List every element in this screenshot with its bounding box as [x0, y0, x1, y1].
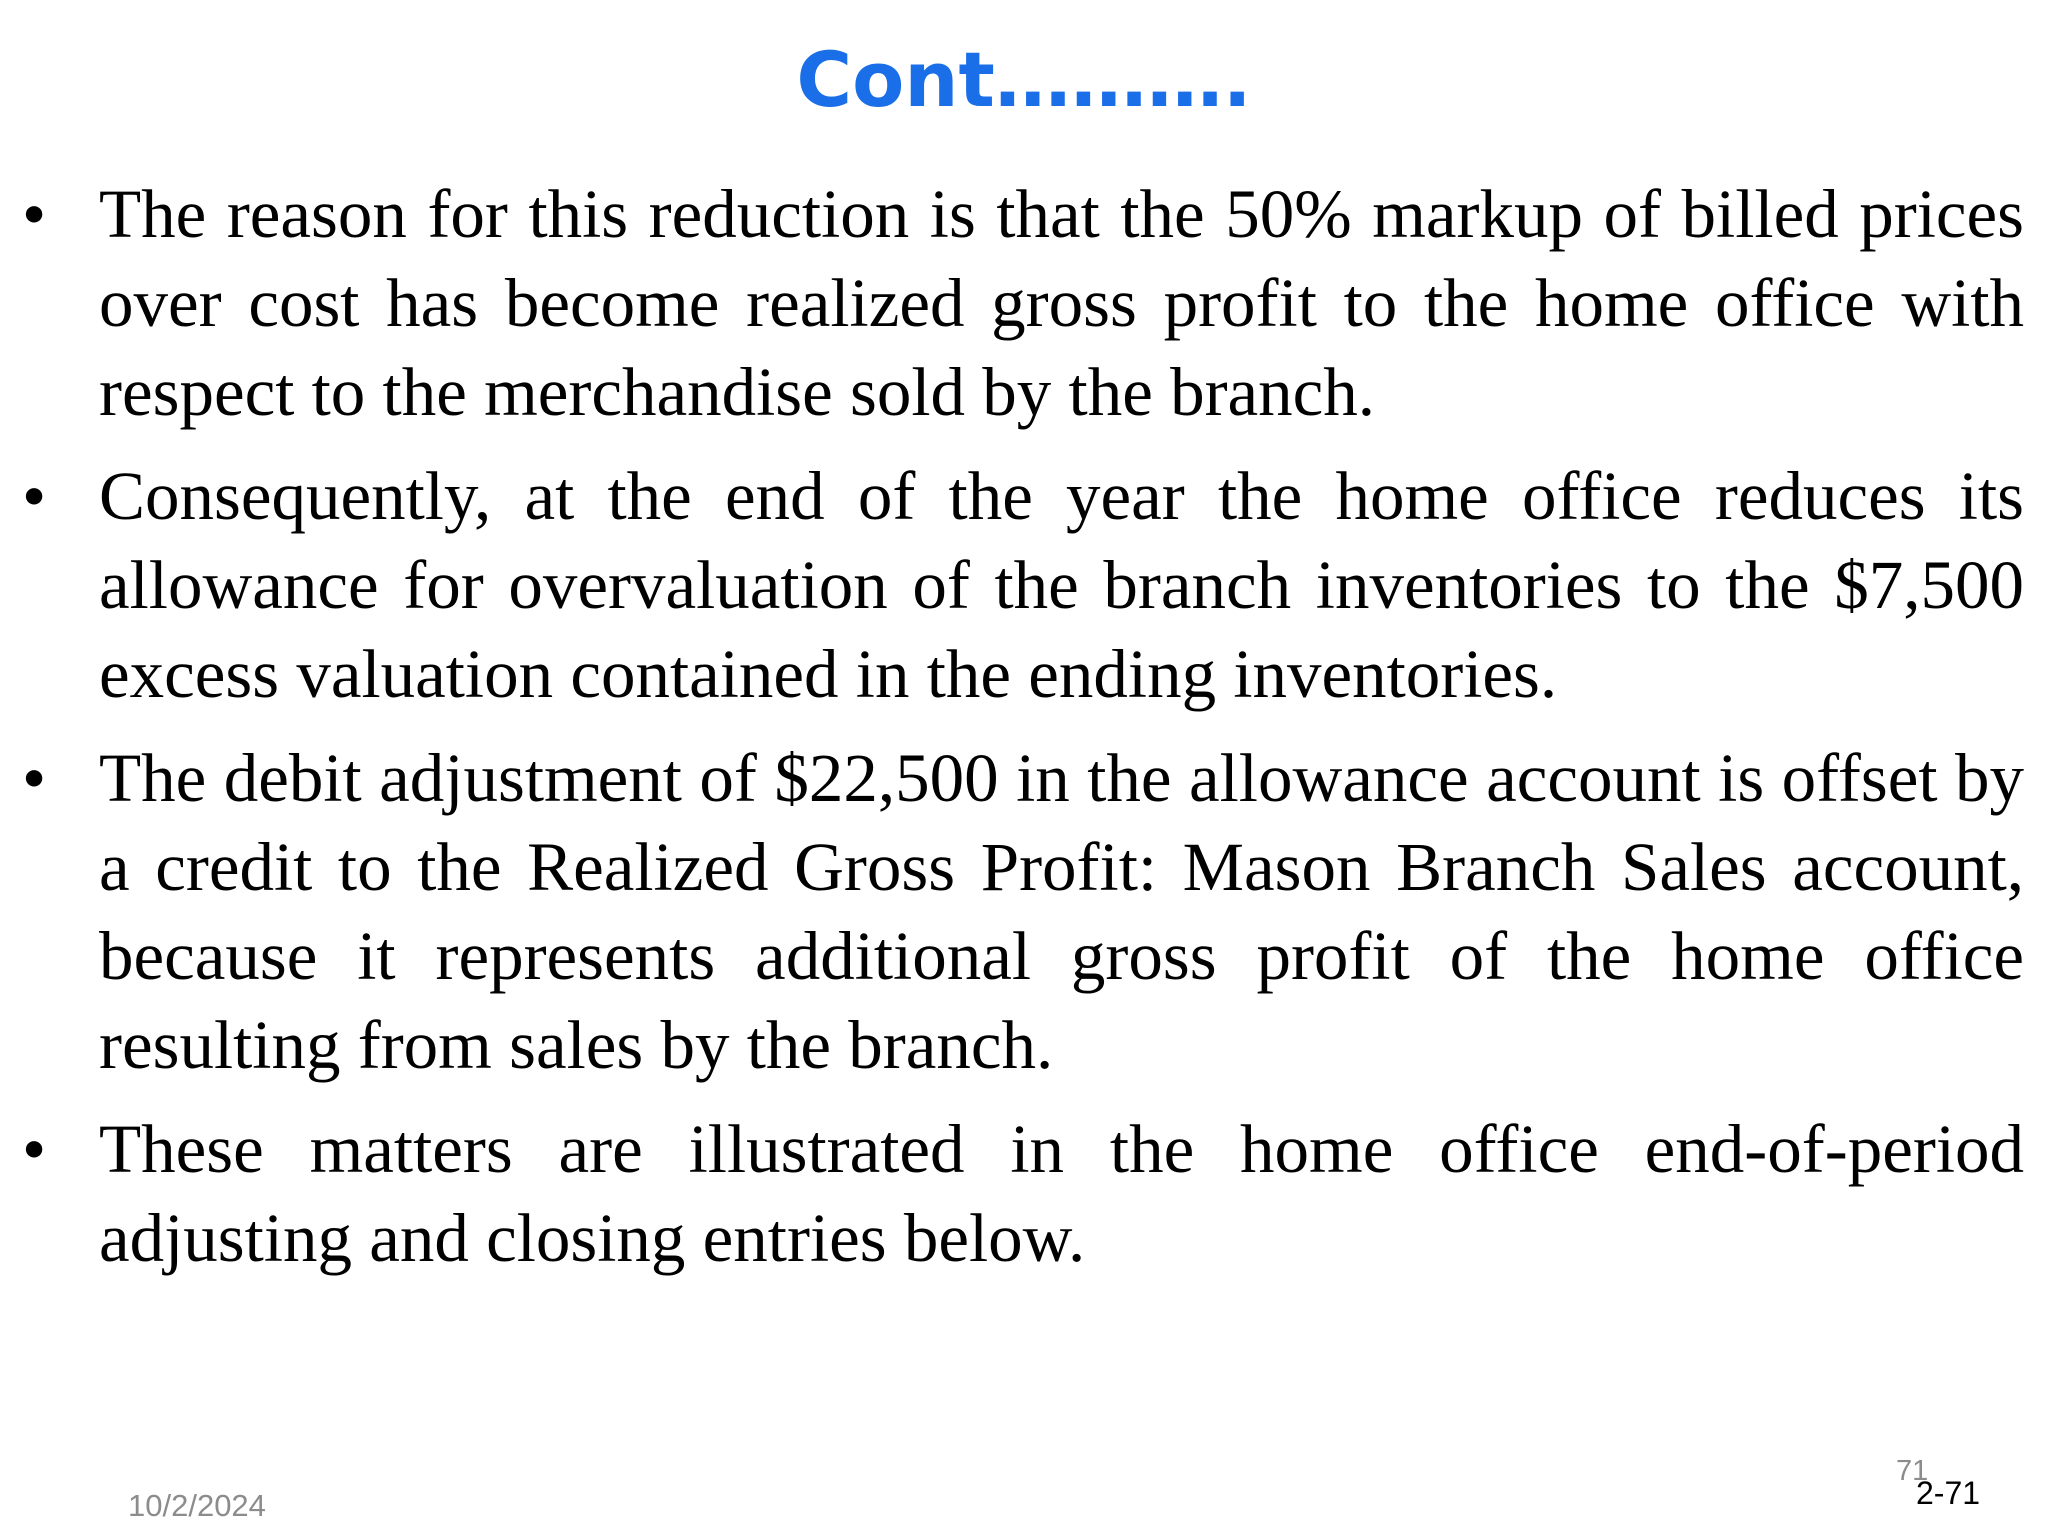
bullet-item — [0, 170, 2048, 437]
bullet-text: The reason for this reduction is that the 50% markup of billed prices over cost has become realized gross profit to the home office with respect to the merchandise sold by the branch. — [99, 176, 2024, 430]
bullet-list — [0, 170, 2048, 1298]
bullet-item — [0, 1105, 2048, 1283]
bullet-text: These matters are illustrated in the home office end-of-period adjusting and closing entries below. — [99, 1111, 2024, 1276]
bullet-icon: • — [22, 458, 47, 534]
bullet-text: The debit adjustment of $22,500 in the allowance account is offset by a credit to the Realized Gross Profit: Mason Branch Sales account, because it represents additional gross profit of the home office resulting from sales by the branch. — [99, 740, 2024, 1083]
bullet-icon: • — [22, 740, 47, 816]
bullet-icon: • — [22, 1111, 47, 1187]
bullet-text: Consequently, at the end of the year the home office reduces its allowance for overvaluation of the branch inventories to the $7,500 excess valuation contained in the ending inventories. — [99, 458, 2024, 712]
bullet-item — [0, 452, 2048, 719]
footer-date: 10/2/2024 — [128, 1488, 266, 1523]
bullet-icon: • — [22, 176, 47, 252]
bullet-item — [0, 734, 2048, 1090]
slide-number: 71 — [1896, 1455, 1929, 1487]
slide-title: Cont………. — [796, 35, 1252, 124]
page-code: 2-71 — [1916, 1475, 1981, 1511]
